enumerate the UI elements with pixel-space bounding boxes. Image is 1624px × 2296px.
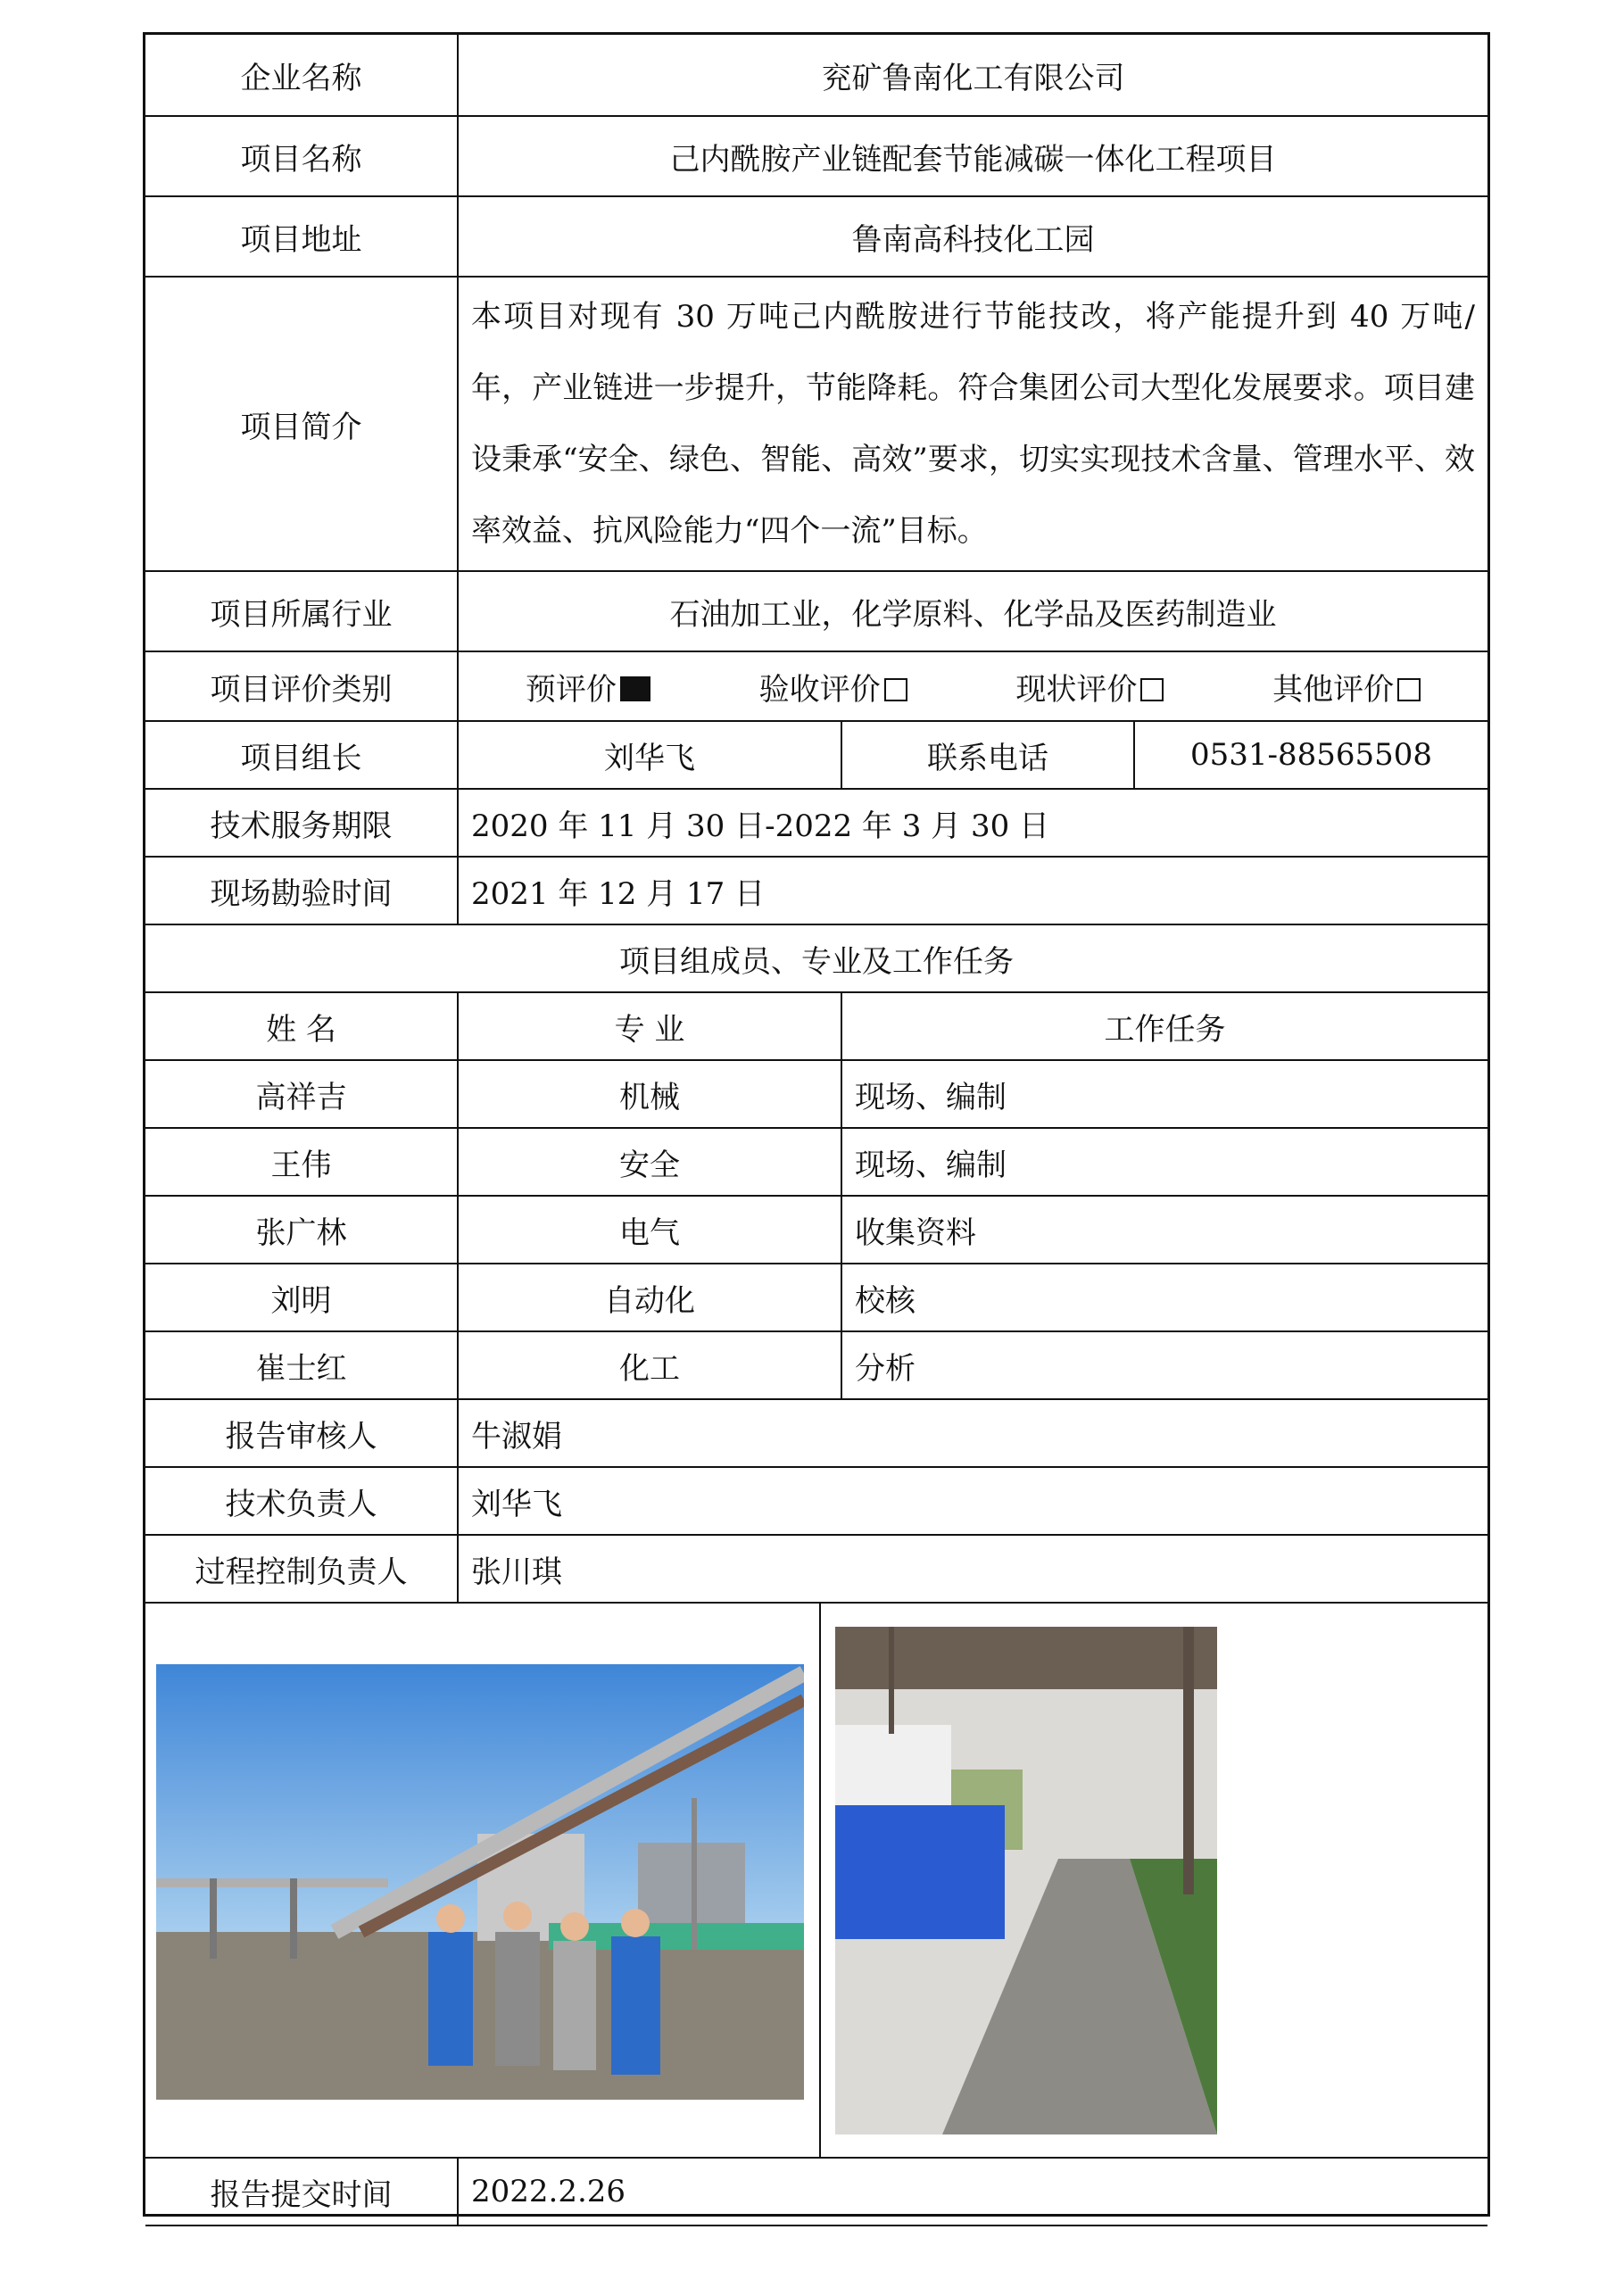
value-project-name: 己内酰胺产业链配套节能减碳一体化工程项目 [458,116,1487,196]
member-major: 自动化 [458,1264,841,1331]
col-header-task: 工作任务 [841,992,1487,1060]
label-service-period: 技术服务期限 [145,789,458,857]
checkbox-empty-icon[interactable] [1397,678,1421,701]
member-row [145,1331,1487,1399]
member-row [145,1060,1487,1128]
row-project-intro [145,277,1487,571]
member-task: 收集资料 [841,1196,1487,1264]
label-phone: 联系电话 [841,721,1134,789]
checkbox-empty-icon[interactable] [884,678,907,701]
eval-type-options [458,651,1487,721]
row-company [145,35,1487,116]
row-reviewer [145,1399,1487,1467]
label-eval-type: 项目评价类别 [145,651,458,721]
eval-option-other[interactable] [1272,665,1421,709]
project-info-table [145,35,1487,2226]
checkbox-checked-icon[interactable] [620,676,650,701]
label-reviewer: 报告审核人 [145,1399,458,1467]
row-photos [145,1603,1487,2158]
label-leader: 项目组长 [145,721,458,789]
value-leader: 刘华飞 [458,721,841,789]
label-process-lead: 过程控制负责人 [145,1535,458,1603]
row-submit-time [145,2158,1487,2226]
col-header-major: 专 业 [458,992,841,1060]
member-name: 高祥吉 [145,1060,458,1128]
member-task: 分析 [841,1331,1487,1399]
eval-option-pre[interactable] [526,665,650,709]
member-name: 刘明 [145,1264,458,1331]
members-column-headers [145,992,1487,1060]
member-name: 王伟 [145,1128,458,1196]
member-task: 校核 [841,1264,1487,1331]
value-project-intro: 本项目对现有 30 万吨己内酰胺进行节能技改，将产能提升到 40 万吨/年，产业链进一步提升，节能降耗。符合集团公司大型化发展要求。项目建设秉承“安全、绿色、智能、高效”要求，切实实现技术含量、管理水平、效率效益、抗风险能力“四个一流”目标。 [458,277,1487,571]
eval-option-label: 预评价 [525,671,617,708]
eval-option-acceptance[interactable] [759,665,907,709]
value-tech-lead: 刘华飞 [458,1467,1487,1535]
site-team-photo [156,1664,804,2100]
members-section-title: 项目组成员、专业及工作任务 [145,924,1487,992]
member-major: 化工 [458,1331,841,1399]
value-project-address: 鲁南高科技化工园 [458,196,1487,277]
label-company: 企业名称 [145,35,458,116]
member-name: 张广林 [145,1196,458,1264]
label-survey-time: 现场勘验时间 [145,857,458,924]
member-major: 电气 [458,1196,841,1264]
site-road-photo [835,1627,1217,2134]
row-project-name [145,116,1487,196]
eval-option-label: 验收评价 [758,671,881,708]
value-service-period: 2020 年 11 月 30 日-2022 年 3 月 30 日 [458,789,1487,857]
label-submit-time: 报告提交时间 [145,2158,458,2226]
row-tech-lead [145,1467,1487,1535]
row-leader [145,721,1487,789]
value-phone: 0531-88565508 [1134,721,1487,789]
checkbox-empty-icon[interactable] [1140,678,1164,701]
value-submit-time: 2022.2.26 [458,2158,1487,2226]
value-industry: 石油加工业，化学原料、化学品及医药制造业 [458,571,1487,651]
row-eval-type [145,651,1487,721]
member-major: 安全 [458,1128,841,1196]
member-row [145,1264,1487,1331]
label-project-intro: 项目简介 [145,277,458,571]
row-project-address [145,196,1487,277]
member-task: 现场、编制 [841,1128,1487,1196]
photos-cell [145,1603,1487,2158]
row-process-lead [145,1535,1487,1603]
value-company: 兖矿鲁南化工有限公司 [458,35,1487,116]
member-row [145,1196,1487,1264]
eval-option-status[interactable] [1015,665,1164,709]
photo-divider [819,1604,821,2157]
row-survey-time [145,857,1487,924]
member-name: 崔士红 [145,1331,458,1399]
eval-option-label: 其他评价 [1272,671,1395,708]
col-header-name: 姓 名 [145,992,458,1060]
eval-option-label: 现状评价 [1015,671,1138,708]
label-project-name: 项目名称 [145,116,458,196]
label-project-address: 项目地址 [145,196,458,277]
value-reviewer: 牛淑娟 [458,1399,1487,1467]
evaluation-form [143,32,1490,2217]
value-survey-time: 2021 年 12 月 17 日 [458,857,1487,924]
row-industry [145,571,1487,651]
row-service-period [145,789,1487,857]
label-industry: 项目所属行业 [145,571,458,651]
row-members-header [145,924,1487,992]
member-major: 机械 [458,1060,841,1128]
member-task: 现场、编制 [841,1060,1487,1128]
label-tech-lead: 技术负责人 [145,1467,458,1535]
value-process-lead: 张川琪 [458,1535,1487,1603]
member-row [145,1128,1487,1196]
